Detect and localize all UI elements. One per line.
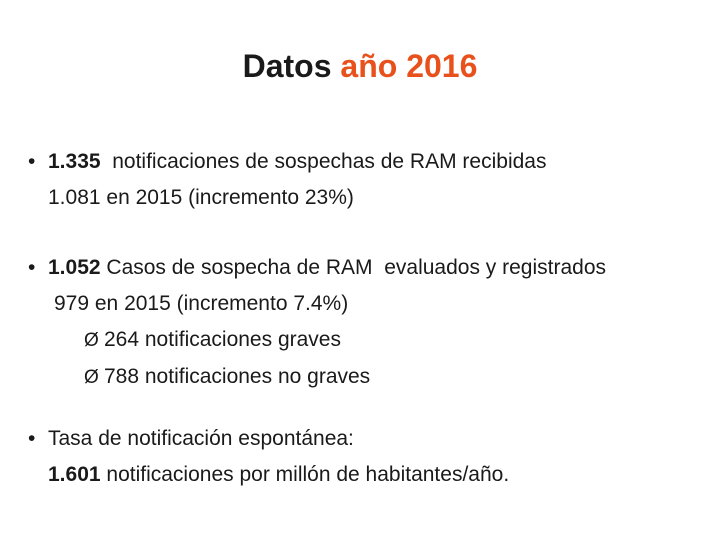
bullet-3-line2 bbox=[28, 457, 710, 493]
bullet-1-line1 bbox=[28, 144, 710, 180]
bullet-3-line2-text: notificaciones por millón de habitantes/año. bbox=[100, 463, 510, 486]
sub-bullet-1 bbox=[28, 322, 710, 359]
bullet-1-bold-number: 1.335 bbox=[48, 150, 101, 173]
slide-title bbox=[0, 48, 720, 85]
bullet-3-text: Tasa de notificación espontánea: bbox=[48, 427, 354, 450]
title-year: año 2016 bbox=[340, 48, 478, 84]
bullet-3 bbox=[28, 421, 710, 493]
sub-bullet-1-text: 264 notificaciones graves bbox=[104, 328, 341, 351]
bullet-dot: • bbox=[28, 427, 36, 450]
arrow-bullet-icon: Ø bbox=[84, 330, 99, 351]
title-part1: Datos bbox=[242, 48, 332, 84]
bullet-3-bold-number: 1.601 bbox=[48, 463, 101, 486]
bullet-2-line2: 979 en 2015 (incremento 7.4%) bbox=[54, 292, 349, 315]
bullet-1-line2: 1.081 en 2015 (incremento 23%) bbox=[48, 186, 354, 209]
bullet-1-text: notificaciones de sospechas de RAM recibidas bbox=[100, 150, 547, 173]
bullet-2-text: Casos de sospecha de RAM evaluados y registrados bbox=[100, 256, 606, 279]
bullet-2-bold-number: 1.052 bbox=[48, 256, 101, 279]
bullet-3-line1 bbox=[28, 421, 710, 457]
bullet-2 bbox=[28, 250, 710, 396]
bullet-dot: • bbox=[28, 150, 36, 173]
arrow-bullet-icon: Ø bbox=[84, 367, 99, 388]
bullet-dot: • bbox=[28, 256, 36, 279]
bullet-1 bbox=[28, 144, 710, 216]
sub-bullet-2-text: 788 notificaciones no graves bbox=[104, 365, 371, 388]
bullet-2-line1 bbox=[28, 250, 710, 286]
sub-bullet-2 bbox=[28, 359, 710, 396]
